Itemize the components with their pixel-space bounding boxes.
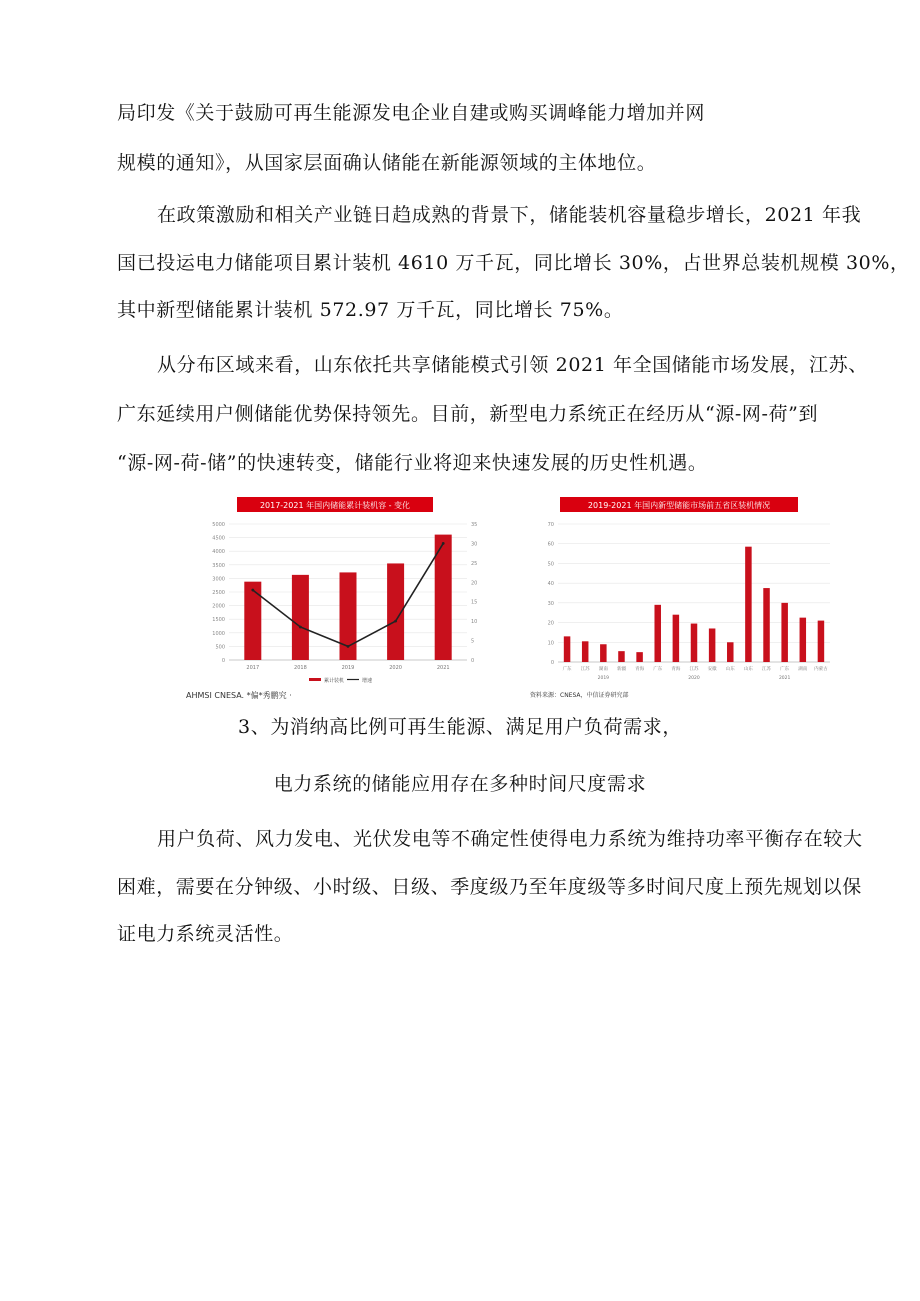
province-chart-title: 2019-2021 年国内新型储能市场前五省区装机情况	[587, 501, 771, 510]
province-bar	[673, 615, 680, 662]
capacity-y2-tick-label: 20	[471, 580, 478, 587]
province-chart-svg	[522, 494, 836, 696]
figure-installed-capacity	[185, 494, 511, 690]
capacity-y2-tick-label: 5	[471, 638, 475, 645]
province-bar	[745, 547, 752, 662]
province-y-tick-label: 30	[547, 600, 554, 607]
capacity-y2-tick-label: 0	[471, 658, 475, 664]
province-x-tick-label: 江苏	[689, 667, 699, 672]
province-x-tick-label: 青海	[635, 667, 645, 672]
paragraph-4-line-1: 用户负荷、风力发电、光伏发电等不确定性使得电力系统为维持功率平衡存在较大	[157, 828, 863, 850]
province-bar	[636, 652, 643, 662]
province-x-tick-label: 山东	[743, 667, 753, 672]
capacity-chart-source: AHMSI CNESA. *偏*秀鹏究 ·	[186, 691, 292, 700]
capacity-x-tick-label: 2019	[341, 665, 355, 671]
capacity-x-tick-label: 2021	[436, 665, 450, 671]
province-bar	[600, 644, 607, 662]
province-x-tick-label: 内蒙古	[814, 667, 828, 672]
capacity-chart-title: 2017-2021 年国内储能累计装机容 - 变化	[259, 501, 411, 510]
capacity-x-tick-label: 2020	[389, 665, 402, 671]
paragraph-2-line-2: 国已投运电力储能项目累计装机 4610 万千瓦，同比增长 30%，占世界总装机规模 30%，	[117, 252, 910, 274]
capacity-y-tick-label: 3500	[212, 562, 225, 569]
province-x-tick-label: 广东	[653, 667, 663, 672]
capacity-growth-point	[442, 542, 445, 545]
province-x-tick-label: 江苏	[580, 667, 590, 672]
province-bar	[818, 621, 825, 662]
capacity-y-tick-label: 500	[215, 644, 225, 651]
paragraph-3-line-2: 广东延续用户侧储能优势保持领先。目前，新型电力系统正在经历从“源-网-荷”到	[117, 403, 819, 425]
capacity-x-tick-label: 2017	[246, 665, 260, 671]
capacity-y-tick-label: 3000	[212, 576, 225, 583]
capacity-y-tick-label: 2500	[212, 590, 225, 596]
paragraph-2-line-1: 在政策激励和相关产业链日趋成熟的背景下，储能装机容量稳步增长，2021 年我	[157, 204, 862, 226]
province-bar	[800, 618, 807, 662]
capacity-y2-tick-label: 25	[471, 560, 478, 567]
paragraph-4-line-3: 证电力系统灵活性。	[117, 923, 294, 945]
section-heading-line-1: 3、为消纳高比例可再生能源、满足用户负荷需求，	[238, 716, 682, 738]
capacity-y2-tick-label: 15	[471, 599, 478, 606]
capacity-growth-point	[394, 620, 397, 623]
province-y-tick-label: 60	[547, 541, 554, 548]
paragraph-1-line-2: 规模的通知》，从国家层面确认储能在新能源领域的主体地位。	[117, 152, 657, 174]
province-bar	[691, 624, 698, 662]
province-bar	[618, 651, 625, 662]
province-bar	[781, 603, 788, 662]
section-heading-line-2: 电力系统的储能应用存在多种时间尺度需求	[273, 773, 647, 795]
province-x-tick-label: 江苏	[762, 667, 772, 672]
province-y-tick-label: 10	[547, 640, 554, 647]
capacity-y-tick-label: 4000	[212, 549, 225, 556]
province-group-label: 2019	[597, 676, 610, 681]
capacity-chart-svg	[185, 494, 511, 690]
province-group-label: 2020	[688, 676, 700, 681]
figure-province-installations	[522, 494, 836, 696]
province-x-tick-label: 广东	[780, 667, 790, 672]
paragraph-3-line-3: “源-网-荷-储”的快速转变，储能行业将迎来快速发展的历史性机遇。	[117, 452, 708, 474]
province-x-tick-label: 湖南	[798, 667, 808, 672]
province-y-tick-label: 70	[547, 522, 554, 528]
legend-label-line: 增速	[362, 678, 373, 684]
paragraph-4-line-2: 困难，需要在分钟级、小时级、日级、季度级乃至年度级等多时间尺度上预先规划以保	[117, 876, 862, 898]
capacity-y2-tick-label: 10	[471, 619, 478, 626]
capacity-y-tick-label: 2000	[212, 603, 225, 610]
capacity-y-tick-label: 1500	[212, 617, 225, 624]
province-bar	[582, 641, 589, 662]
legend-label-bar: 累计装机	[324, 678, 345, 684]
capacity-y-tick-label: 5000	[212, 522, 225, 528]
province-bar	[654, 605, 661, 662]
province-bar	[709, 628, 716, 662]
province-x-tick-label: 广东	[562, 667, 572, 672]
province-x-tick-label: 青海	[671, 667, 681, 672]
province-y-tick-label: 0	[550, 660, 554, 666]
capacity-y-tick-label: 0	[221, 658, 225, 664]
capacity-y-tick-label: 4500	[212, 535, 225, 542]
capacity-growth-point	[251, 589, 254, 592]
paragraph-2-line-3: 其中新型储能累计装机 572.97 万千瓦，同比增长 75%。	[117, 299, 624, 321]
capacity-y2-tick-label: 30	[471, 541, 478, 548]
province-bar	[763, 588, 770, 662]
legend-swatch-bar	[309, 678, 321, 681]
capacity-growth-point	[299, 626, 302, 629]
paragraph-3-line-1: 从分布区域来看，山东依托共享储能模式引领 2021 年全国储能市场发展，江苏、	[157, 354, 868, 376]
province-y-tick-label: 20	[547, 620, 554, 627]
capacity-y-tick-label: 1000	[212, 630, 225, 637]
province-bar	[727, 642, 734, 662]
province-chart-source: 资料来源：CNESA，中信证券研究部	[530, 692, 629, 699]
paragraph-1-line-1: 局印发《关于鼓励可再生能源发电企业自建或购买调峰能力增加并网	[117, 102, 706, 124]
capacity-y2-tick-label: 35	[471, 522, 478, 528]
province-bar	[564, 636, 571, 662]
capacity-bar	[292, 575, 309, 660]
province-x-tick-label: 湖南	[598, 667, 608, 672]
capacity-x-tick-label: 2018	[294, 665, 307, 671]
province-x-tick-label: 山东	[725, 667, 735, 672]
province-y-tick-label: 40	[547, 581, 554, 588]
province-group-label: 2021	[778, 676, 791, 681]
province-y-tick-label: 50	[547, 561, 554, 568]
province-x-tick-label: 安徽	[707, 667, 717, 672]
capacity-bar	[244, 582, 261, 660]
capacity-growth-point	[347, 645, 350, 648]
province-x-tick-label: 新疆	[616, 667, 626, 672]
